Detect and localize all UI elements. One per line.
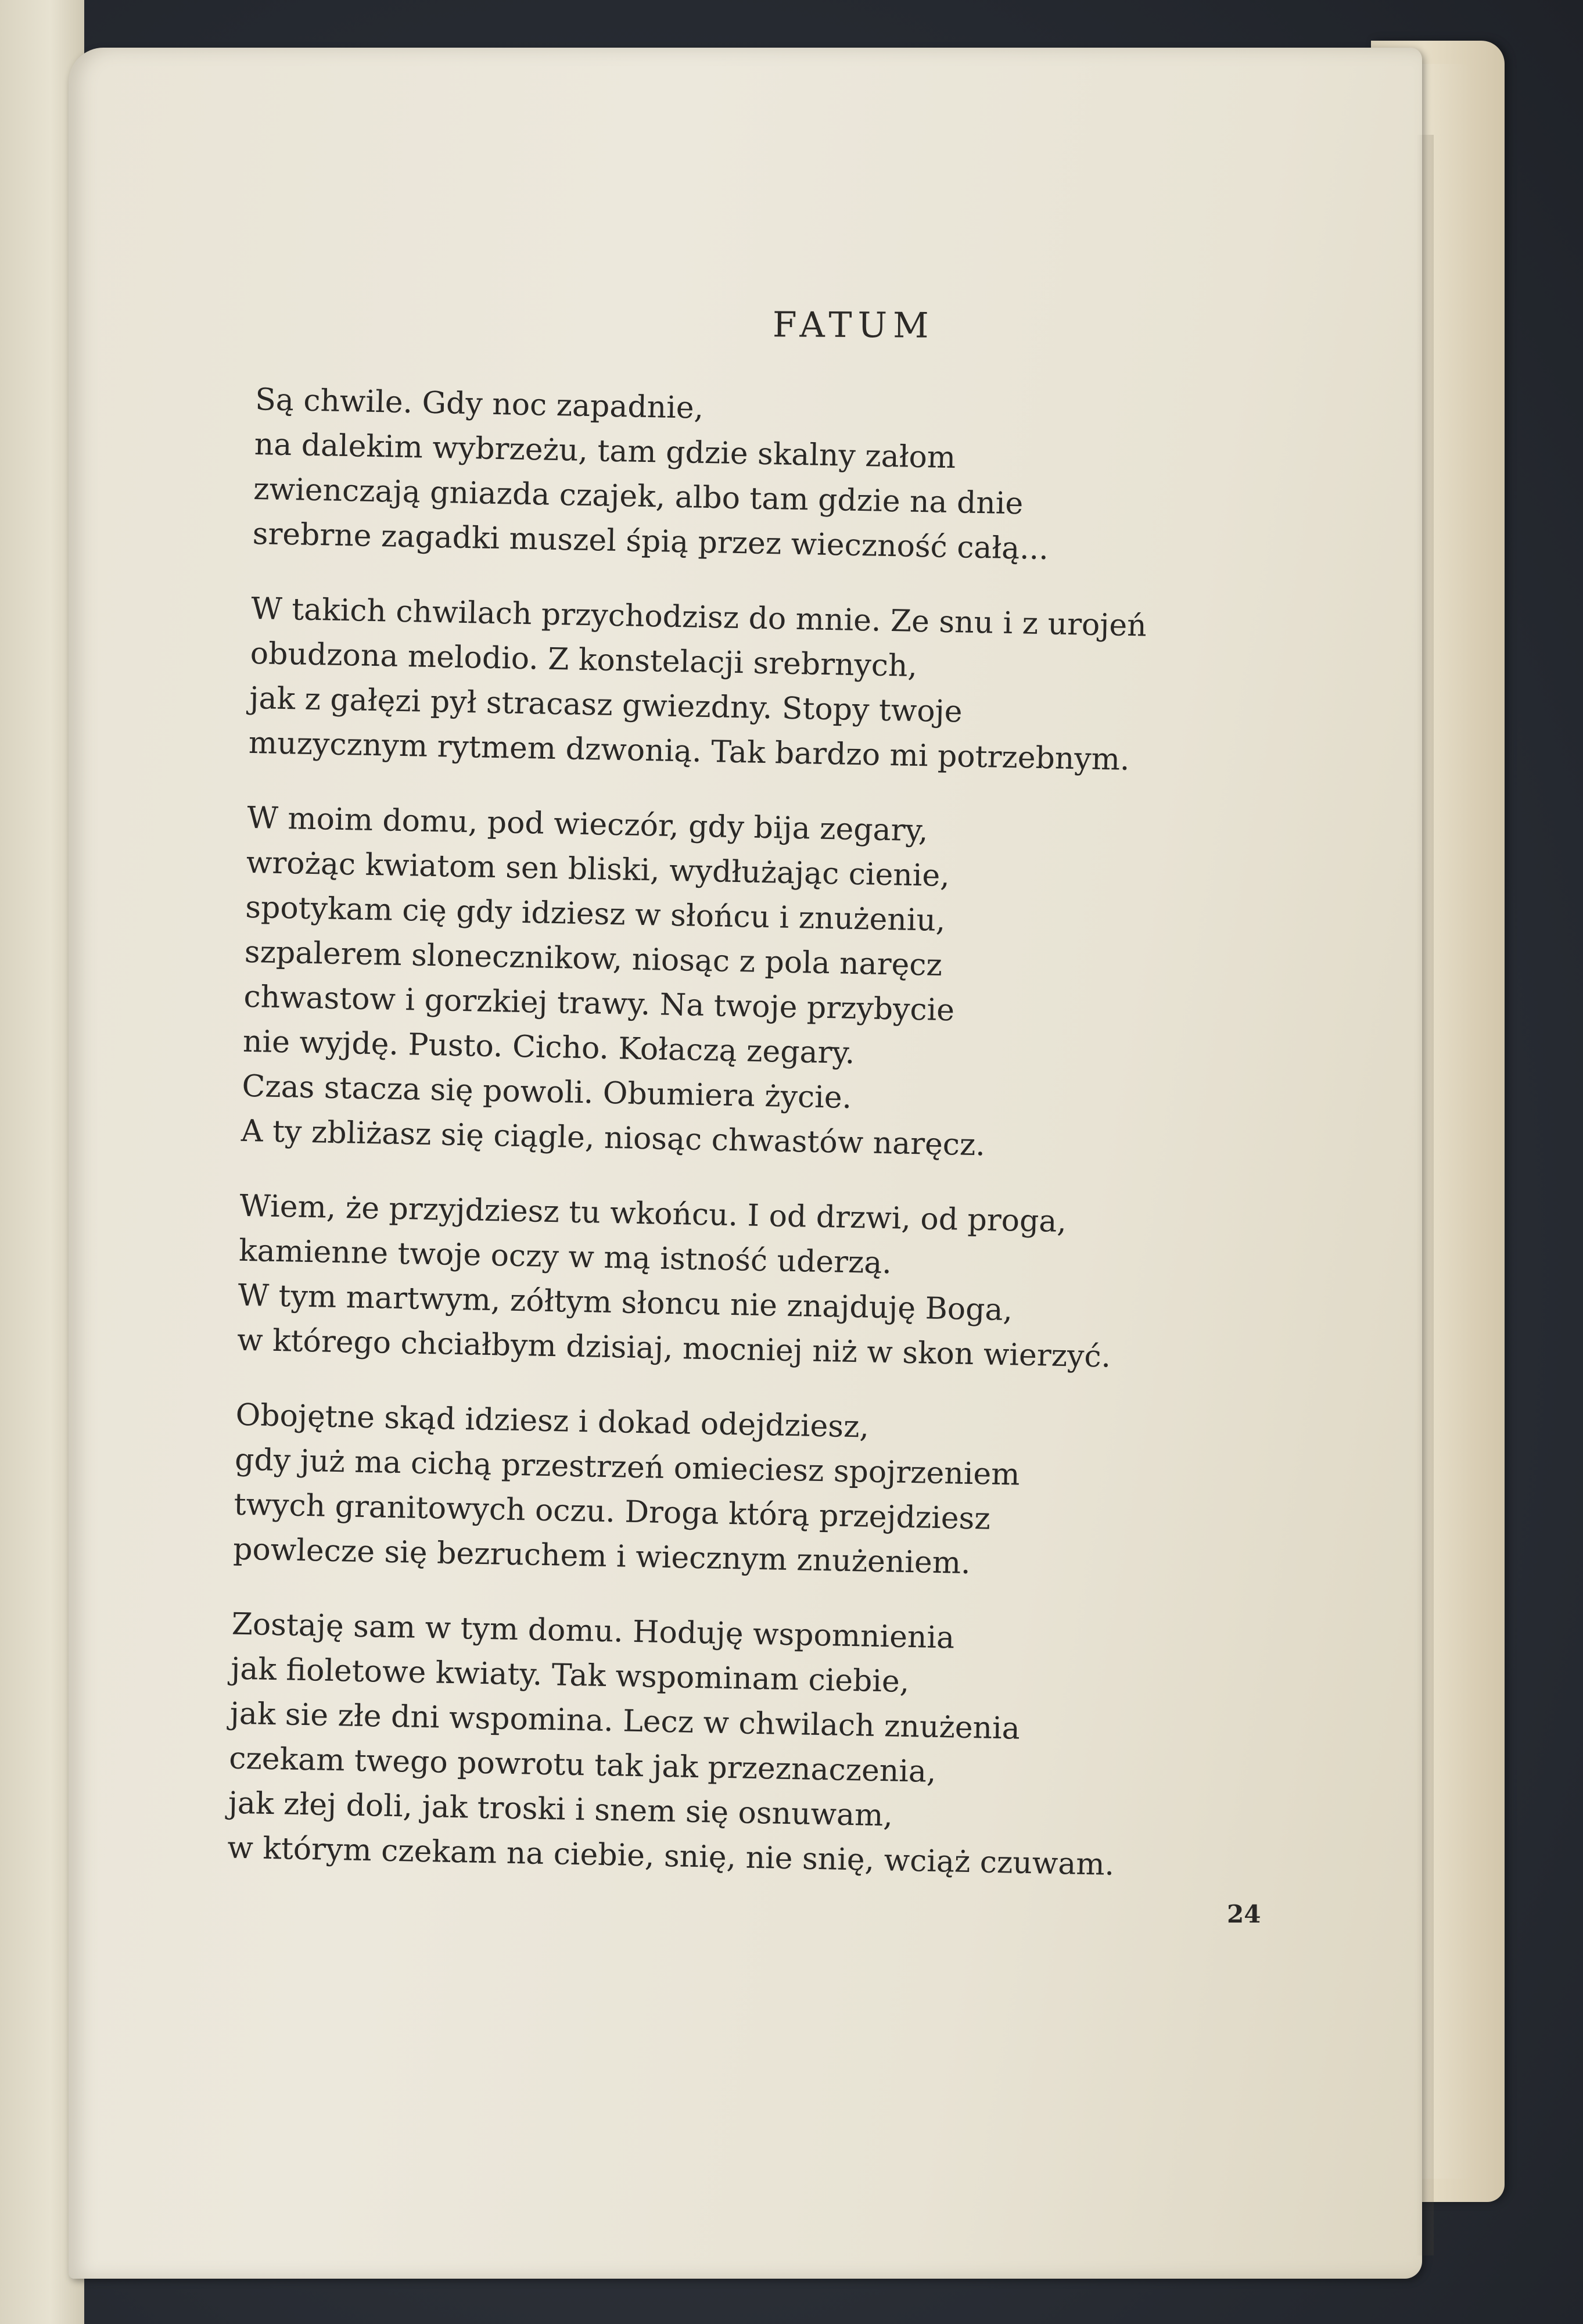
poem-line: w którym czekam na ciebie, snię, nie snię, wciąż czuwam. (227, 1830, 1115, 1882)
poem-line: Są chwile. Gdy noc zapadnie, (254, 382, 704, 426)
poem-line: twych granitowych oczu. Droga którą przejdziesz (234, 1487, 991, 1537)
poem-line: gdy już ma cichą przestrzeń omieciesz spojrzeniem (234, 1442, 1021, 1493)
stanza (227, 1602, 1278, 1891)
poem-line: w którego chciałbym dzisiaj, mocniej niż w skon wierzyć. (236, 1322, 1111, 1375)
poem-line: Czas stacza się powoli. Obumiera życie. (242, 1068, 852, 1116)
poem-line: jak sie złe dni wspomina. Lecz w chwilach znużenia (229, 1696, 1021, 1746)
stanza (248, 587, 1297, 786)
poem-line: Obojętne skąd idziesz i dokad odejdziesz, (235, 1397, 870, 1445)
poem-line: jak złej doli, jak troski i snem się osnuwam, (228, 1785, 893, 1834)
page-number: 24 (1227, 1900, 1261, 1928)
poem-line: czekam twego powrotu tak jak przeznaczenia, (228, 1741, 937, 1789)
poem-line: spotykam cię gdy idziesz w słońcu i znużeniu, (245, 890, 946, 938)
poem-line: Zostaję sam w tym domu. Hoduję wspomnienia (231, 1606, 955, 1656)
poem-line: szpalerem slonecznikow, niosąc z pola naręcz (244, 934, 943, 983)
poem-line: W takich chwilach przychodzisz do mnie. Ze snu i z urojeń (250, 591, 1147, 644)
poem-line: Wiem, że przyjdziesz tu wkońcu. I od drzwi, od proga, (239, 1188, 1067, 1240)
poem-line: jak z gałęzi pył stracasz gwiezdny. Stopy twoje (249, 680, 963, 730)
poem-line: A ty zbliżasz się ciągle, niosąc chwastów naręcz. (240, 1113, 986, 1163)
poem-line: powlecze się bezruchem i wiecznym znużeniem. (232, 1532, 971, 1581)
stanza (236, 1184, 1286, 1383)
poem-line: na dalekim wybrzeżu, tam gdzie skalny załom (254, 426, 956, 476)
poem-line: zwienczają gniazda czajek, albo tam gdzie na dnie (253, 471, 1024, 522)
poem-title: FATUM (772, 304, 935, 346)
poem-line: chwastow i gorzkiej trawy. Na twoje przybycie (243, 979, 955, 1028)
poem-line: srebrne zagadki muszel śpią przez wieczność całą... (252, 516, 1049, 567)
stanza (240, 796, 1293, 1174)
poem-line: W moim domu, pod wieczór, gdy bija zegary, (246, 800, 929, 849)
poem-line: obudzona melodio. Z konstelacji srebrnych, (250, 636, 918, 684)
poem-line: W tym martwym, zółtym słoncu nie znajduję Boga, (238, 1278, 1013, 1328)
poem-line: jak fioletowe kwiaty. Tak wspominam ciebie, (230, 1651, 910, 1700)
poem-line: wrożąc kwiatom sen bliski, wydłużając cienie, (246, 845, 950, 894)
stanza (233, 1393, 1282, 1592)
poem-line: muzycznym rytmem dzwonią. Tak bardzo mi potrzebnym. (248, 725, 1130, 777)
page-edge-shadow (1416, 135, 1434, 2255)
poem-line: kamienne twoje oczy w mą istność uderzą. (238, 1233, 892, 1281)
stanza (252, 378, 1301, 576)
poem-line: nie wyjdę. Pusto. Cicho. Kołaczą zegary. (242, 1024, 855, 1071)
poem-body (227, 378, 1301, 1921)
